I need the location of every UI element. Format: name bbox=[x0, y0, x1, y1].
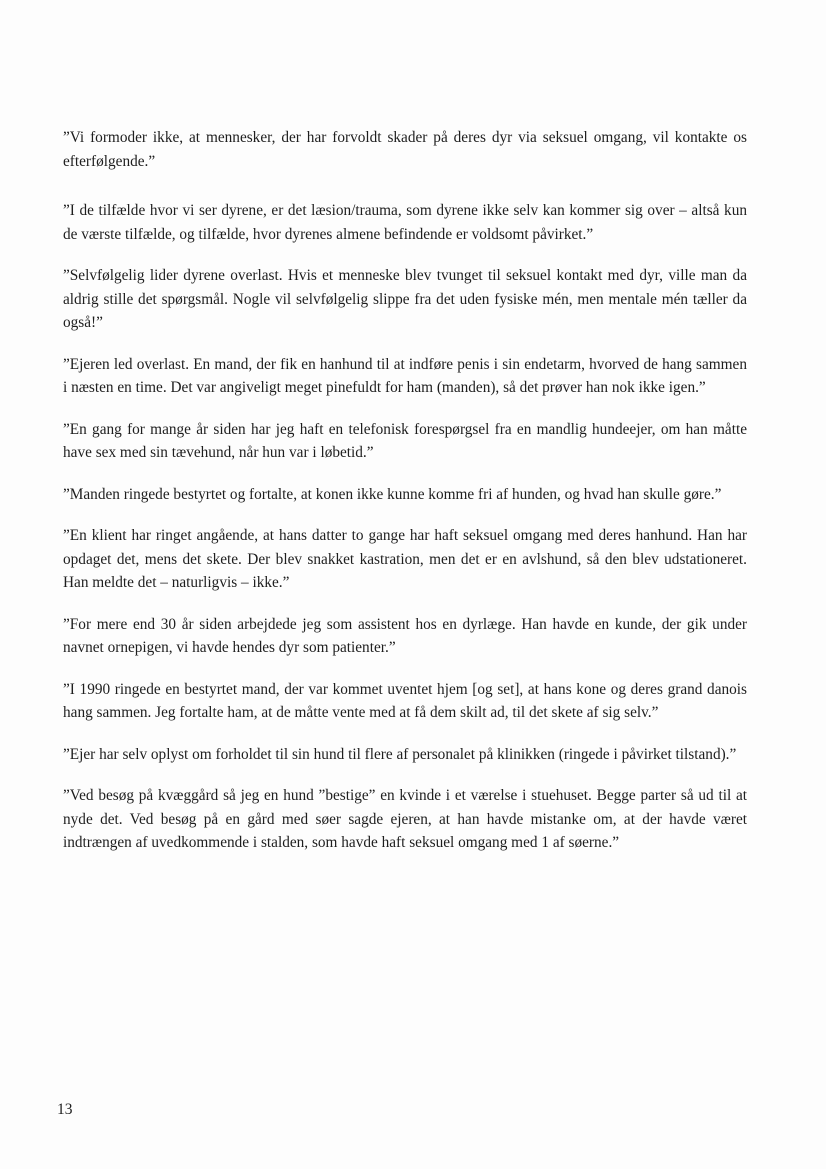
quote-paragraph: ”Selvfølgelig lider dyrene overlast. Hvis et menneske blev tvunget til seksuel kontakt med dyr, ville man da aldrig stille det spørgsmål. Nogle vil selvfølgelig slippe fra det uden fysiske mén, men mentale mén tæller da også!” bbox=[63, 267, 747, 331]
quotes-column bbox=[63, 126, 747, 873]
quote-paragraph: ”Manden ringede bestyrtet og fortalte, at konen ikke kunne komme fri af hunden, og hvad han skulle gøre.” bbox=[63, 485, 722, 503]
quote-paragraph: ”I de tilfælde hvor vi ser dyrene, er det læsion/trauma, som dyrene ikke selv kan kommer sig over – altså kun de værste tilfælde, og tilfælde, hvor dyrenes almene befindende er voldsomt påvirket.” bbox=[63, 202, 747, 243]
page-number: 13 bbox=[57, 1101, 73, 1118]
quote-paragraph: ”En gang for mange år siden har jeg haft en telefonisk forespørgsel fra en mandlig hundeejer, om han måtte have sex med sin tævehund, når hun var i løbetid.” bbox=[63, 420, 747, 461]
quote-paragraph: ”En klient har ringet angående, at hans datter to gange har haft seksuel omgang med deres hanhund. Han har opdaget det, mens det skete. Der blev snakket kastration, men det er en avlshund, så den blev udstationeret. Han meldte det – naturligvis – ikke.” bbox=[63, 527, 747, 591]
quote-paragraph: ”For mere end 30 år siden arbejdede jeg som assistent hos en dyrlæge. Han havde en kunde, der gik under navnet ornepigen, vi havde hendes dyr som patienter.” bbox=[63, 615, 747, 656]
quote-paragraph: ”Ved besøg på kvæggård så jeg en hund ”bestige” en kvinde i et værelse i stuehuset. Begge parter så ud til at nyde det. Ved besøg på en gård med søer sagde ejeren, at han havde mistanke om, at der havde været indtrængen af uvedkommende i stalden, som havde haft seksuel omgang med 1 af søerne.” bbox=[63, 787, 747, 851]
quote-paragraph: ”I 1990 ringede en bestyrtet mand, der var kommet uventet hjem [og set], at hans kone og deres grand danois hang sammen. Jeg fortalte ham, at de måtte vente med at få dem skilt ad, til det skete af sig selv.” bbox=[63, 680, 747, 721]
quote-paragraph: ”Vi formoder ikke, at mennesker, der har forvoldt skader på deres dyr via seksuel omgang, vil kontakte os efterfølgende.” bbox=[63, 129, 747, 170]
quote-paragraph: ”Ejeren led overlast. En mand, der fik en hanhund til at indføre penis i sin endetarm, hvorved de hang sammen i næsten en time. Det var angiveligt meget pinefuldt for ham (manden), så det prøver han nok ikke igen.” bbox=[63, 355, 747, 396]
quote-paragraph: ”Ejer har selv oplyst om forholdet til sin hund til flere af personalet på klinikken (ringede i påvirket tilstand).” bbox=[63, 745, 737, 763]
